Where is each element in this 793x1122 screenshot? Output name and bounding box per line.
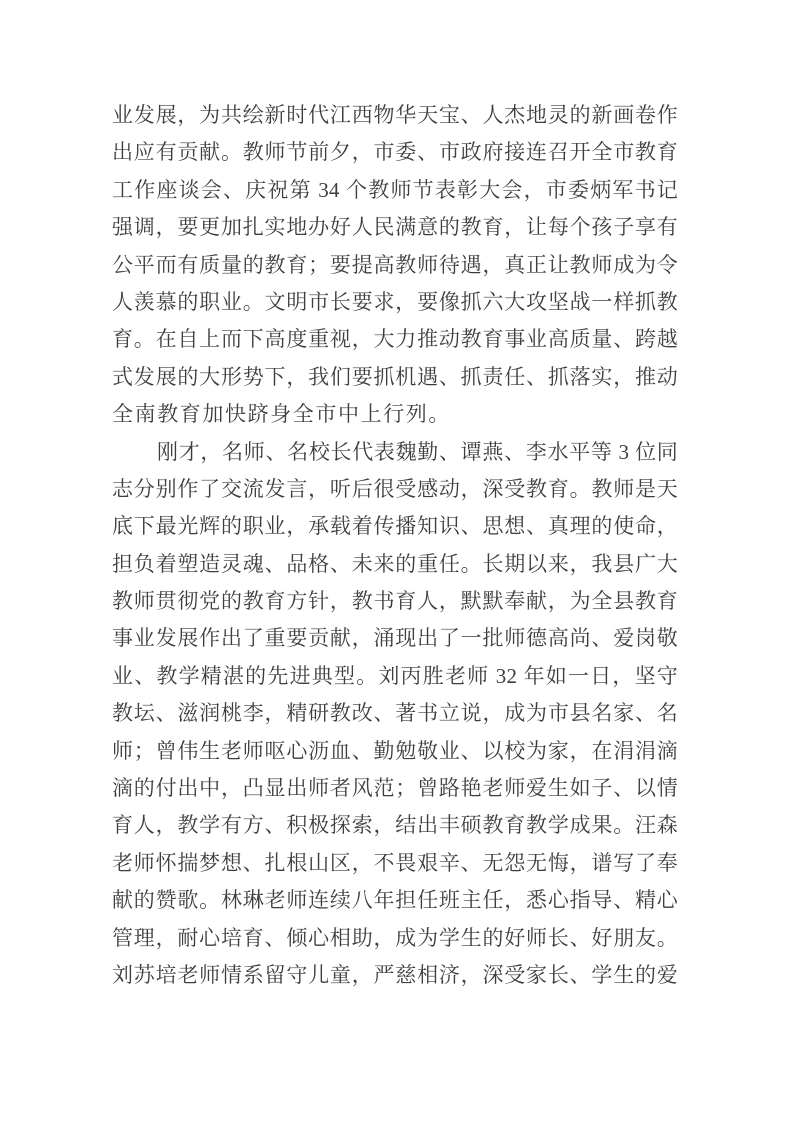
document-body [112, 97, 678, 994]
paragraph [112, 97, 678, 434]
text-line: 人羡慕的职业。文明市长要求，要像抓六大攻坚战一样抓教 [112, 289, 678, 314]
text-line: 强调，要更加扎实地办好人民满意的教育，让每个孩子享有 [112, 215, 678, 240]
paragraph [112, 434, 678, 995]
text-line: 献的赞歌。林琳老师连续八年担任班主任，悉心指导、精心 [112, 888, 678, 913]
text-line: 公平而有质量的教育；要提高教师待遇，真正让教师成为令 [112, 252, 678, 277]
text-line: 志分别作了交流发言，听后很受感动，深受教育。教师是天 [112, 476, 678, 501]
text-line: 教师贯彻党的教育方针，教书育人，默默奉献，为全县教育 [112, 589, 678, 614]
text-line: 刚才，名师、名校长代表魏勤、谭燕、李水平等 3 位同 [157, 439, 678, 464]
text-line: 滴的付出中，凸显出师者风范；曾路艳老师爱生如子、以情 [112, 776, 678, 801]
text-line: 育人，教学有方、积极探索，结出丰硕教育教学成果。汪森 [112, 813, 678, 838]
text-line: 担负着塑造灵魂、品格、未来的重任。长期以来，我县广大 [112, 551, 678, 576]
text-line: 师；曾伟生老师呕心沥血、勤勉敬业、以校为家，在涓涓滴 [112, 738, 678, 763]
text-line: 工作座谈会、庆祝第 34 个教师节表彰大会，市委炳军书记 [112, 177, 678, 202]
text-line: 教坛、滋润桃李，精研教改、著书立说，成为市县名家、名 [112, 701, 678, 726]
text-line: 出应有贡献。教师节前夕，市委、市政府接连召开全市教育 [112, 140, 678, 165]
text-line: 事业发展作出了重要贡献，涌现出了一批师德高尚、爱岗敬 [112, 626, 678, 651]
text-line: 全南教育加快跻身全市中上行列。 [112, 402, 451, 427]
text-line: 式发展的大形势下，我们要抓机遇、抓责任、抓落实，推动 [112, 364, 678, 389]
text-line: 业、教学精湛的先进典型。刘丙胜老师 32 年如一日，坚守 [112, 663, 678, 688]
text-line: 育。在自上而下高度重视，大力推动教育事业高质量、跨越 [112, 327, 678, 352]
text-line: 业发展，为共绘新时代江西物华天宝、人杰地灵的新画卷作 [112, 103, 678, 127]
text-line: 管理，耐心培育、倾心相助，成为学生的好师长、好朋友。 [112, 925, 678, 950]
text-line: 刘苏培老师情系留守儿童，严慈相济，深受家长、学生的爱 [112, 962, 678, 987]
text-line: 底下最光辉的职业，承载着传播知识、思想、真理的使命， [112, 514, 678, 539]
text-line: 老师怀揣梦想、扎根山区，不畏艰辛、无怨无悔，谱写了奉 [112, 850, 678, 875]
